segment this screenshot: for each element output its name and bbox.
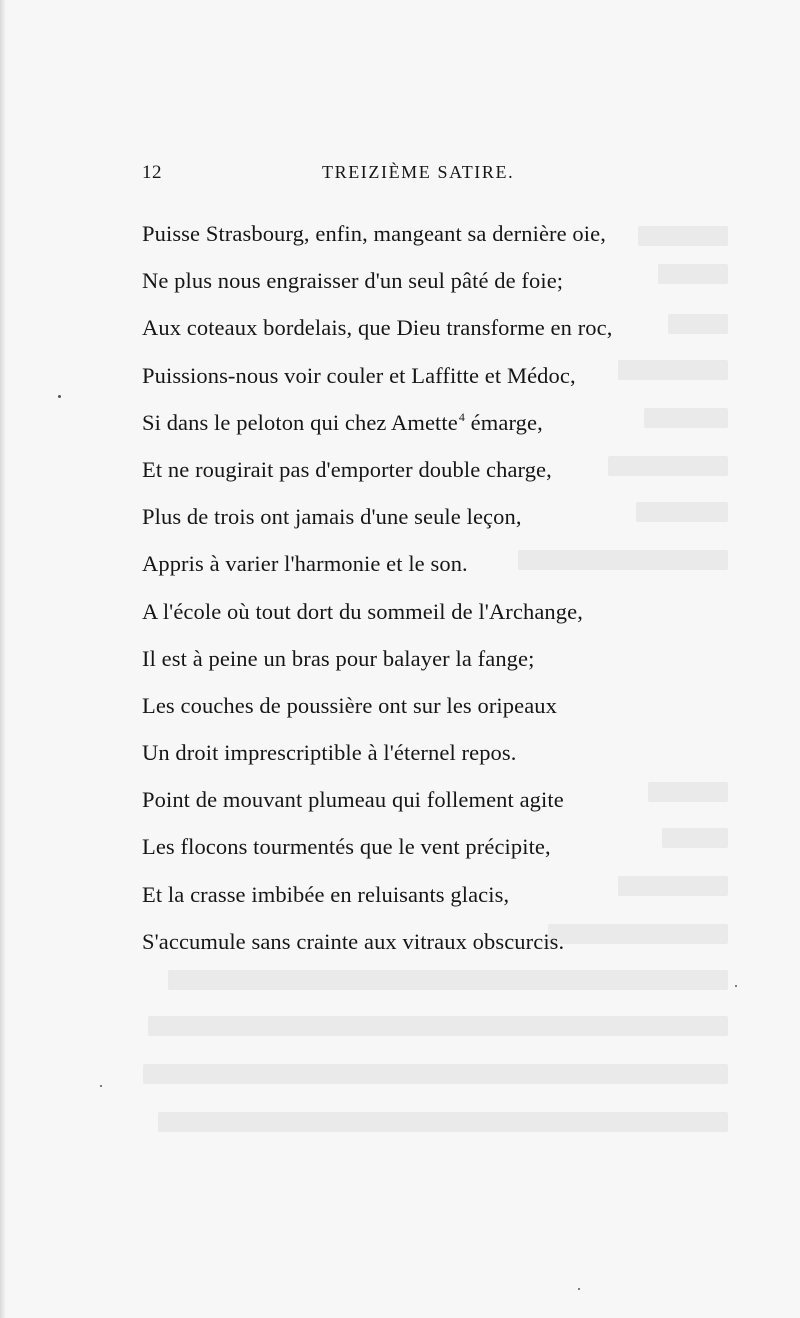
running-title: TREIZIÈME SATIRE. [322, 162, 515, 182]
running-header [142, 158, 662, 188]
paper-speck [735, 985, 737, 987]
show-through-line [158, 1112, 728, 1132]
verse-line: Un droit imprescriptible à l'éternel repos. [142, 740, 517, 766]
verse-line: Et ne rougirait pas d'emporter double charge, [142, 456, 552, 482]
show-through-line [148, 1016, 728, 1036]
verse-line: Aux coteaux bordelais, que Dieu transforme en roc, [142, 315, 613, 341]
verse-line: Puissions-nous voir couler et Laffitte et Médoc, [142, 362, 576, 388]
paper-speck [578, 1288, 580, 1290]
verse-line: Si dans le peloton qui chez Amette$^4$ émarge, [142, 409, 543, 435]
verse-line: Puisse Strasbourg, enfin, mangeant sa dernière oie, [142, 221, 606, 246]
verse-line: Les couches de poussière ont sur les oripeaux [142, 692, 558, 718]
footnote-reference: 4 [458, 409, 465, 424]
page-edge-shadow [0, 0, 6, 1318]
verse-line: Point de mouvant plumeau qui follement agite [142, 787, 564, 813]
paper-speck [100, 1085, 102, 1087]
verse-line: S'accumule sans crainte aux vitraux obscurcis. [142, 928, 565, 954]
paper-speck [58, 395, 61, 398]
verse-line: Et la crasse imbibée en reluisants glacis, [142, 881, 510, 907]
poem-text [142, 210, 702, 965]
verse-line: A l'école où tout dort du sommeil de l'Archange, [142, 598, 583, 624]
verse-line: Les flocons tourmentés que le vent précipite, [142, 834, 551, 860]
show-through-line [168, 970, 728, 990]
verse-line: Plus de trois ont jamais d'une seule leçon, [142, 504, 522, 530]
verse-line: Il est à peine un bras pour balayer la fange; [142, 645, 535, 671]
verse-line: Appris à varier l'harmonie et le son. [142, 551, 468, 577]
verse-line: Ne plus nous engraisser d'un seul pâté de foie; [142, 268, 564, 294]
show-through-line [143, 1064, 728, 1084]
page-number: 12 [142, 162, 162, 183]
